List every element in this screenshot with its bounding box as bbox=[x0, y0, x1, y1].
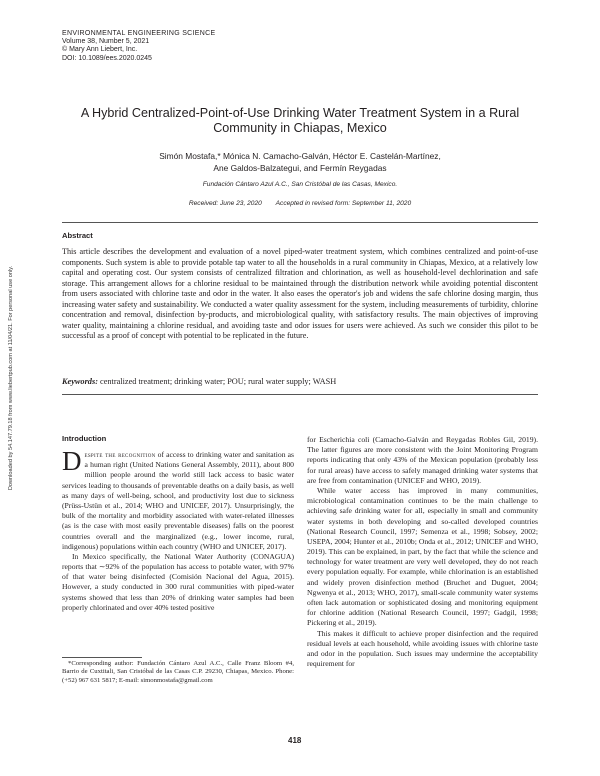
keywords-text: centralized treatment; drinking water; POU; rural water supply; WASH bbox=[100, 377, 337, 386]
abstract-heading: Abstract bbox=[62, 231, 93, 240]
author-line-2: Ane Galdos-Balzategui, and Fermín Reygadas bbox=[213, 162, 387, 173]
affiliation: Fundación Cántaro Azul A.C., San Cristóbal de las Casas, Mexico. bbox=[202, 181, 398, 188]
column-right bbox=[307, 435, 538, 669]
col2-paragraph-3: This makes it difficult to achieve proper disinfection and the required residual levels at each household, while avoiding issues with chlorine taste and odor in the population. Such issues may undermine the acceptability requirement for bbox=[307, 628, 538, 669]
received-date: Received: June 23, 2020 bbox=[188, 200, 262, 207]
col2-paragraph-1: for Escherichia coli (Camacho-Galván and Reygadas Robles Gil, 2019). The latter figures are more consistent with the Joint Monitoring Program reports indicating that only 43% of the Mexican population (probably less for rural areas) have access to safely managed drinking water systems that are free from contamination (UNICEF and WHO, 2019). bbox=[307, 435, 538, 485]
divider-top bbox=[62, 222, 538, 223]
divider-keywords bbox=[62, 394, 538, 395]
author-line-1: Simón Mostafa,* Mónica N. Camacho-Galván, Héctor E. Castelán-Martínez, bbox=[159, 151, 441, 161]
col2-paragraph-2: While water access has improved in many communities, microbiological contamination continues to be the main challenge to achieving safe drinking water for all, especially in small and community water systems in both developing and so-called developed countries (National Research Council, 1997; Semenza et al., 1998; Sobsey, 2002; USEPA, 2004; Hunter et al., 2010b; Onda et al., 2012; UNICEF and WHO, 2019). This can be explained, in part, by the fact that while the science and technology for water treatment are very well developed, they do not reach every population equally. For example, while chlorination is an established and widely proven disinfection method (Bruchet and Duguet, 2004; Ngwenya et al., 2013; WHO, 2017), small-scale community water systems often lack automation or sophisticated dosing and monitoring equipment for chlorine addition (National Research Council, 1997; Gadgil, 1998; Pickering et al., 2019). bbox=[307, 485, 538, 628]
journal-header bbox=[62, 30, 215, 63]
small-caps-lead: espite the recognition bbox=[84, 450, 156, 459]
intro-paragraph-2: In Mexico specifically, the National Water Authority (CONAGUA) reports that ∼92% of the population has access to potable water, with 97% of that water being disinfected (Comisión Nacional del Agua, 2015). However, a study conducted in 300 rural communities with piped-water systems showed that less than 20% of drinking water samples had been properly chlorinated and over 40% tested positive bbox=[62, 551, 294, 612]
journal-name: ENVIRONMENTAL ENGINEERING SCIENCE bbox=[62, 30, 216, 37]
abstract-text: This article describes the development and evaluation of a novel piped-water treatment system, which combines centralized and point-of-use components. Such system is able to provide potable tap water to all the households in a rural community in Chiapas, Mexico, at a relatively low capital and operating cost. Our system consists of centralized filtration and chlorination, as well as household-level dechlorination and safe storage. This arrangement allows for a chlorine residual to be maintained through the distribution network while avoiding potential discontent from users associated with chlorine taste and odor in the water. It also eases the operator's job and widens the safe chlorine dosing margin, thus increasing water safety and sustainability. We conducted a water quality assessment for the system, including measurements of turbidity, chlorine concentration and removal, disinfection by-products, and microbiological quality, with satisfactory results. The main objectives of improving water quality, maintaining a chlorine residual, and avoiding taste and odor issues for users were achieved. As such we consider this pilot to be successful as a proof of concept with potential to be replicated in the future. bbox=[62, 247, 538, 341]
keywords-label: Keywords: bbox=[62, 377, 98, 386]
introduction-heading: Introduction bbox=[62, 434, 107, 443]
intro-paragraph-1 bbox=[62, 446, 294, 552]
intro-paragraph-1-text: of access to drinking water and sanitation as a human right (United Nations General Assembly, 2011), about 800 million people around the world still lack access to basic water services leading to thousands of preventable deaths on a daily basis, as well as many days of well-being, school, and productivity lost due to sickness (Prüss-Ustün et al., 2014; WHO and UNICEF, 2017). Unsurprisingly, the bulk of the mortality and morbidity associated with water-related illnesses (as is the case with most easily preventable diseases) falls on the poorest countries overall and the marginalized (e.g., lower income, rural, indigenous) populations within each country (WHO and UNICEF, 2017). bbox=[62, 450, 294, 551]
page-number: 418 bbox=[288, 736, 302, 745]
drop-cap: D bbox=[62, 446, 82, 476]
journal-copyright: © Mary Ann Liebert, Inc. bbox=[62, 46, 138, 54]
author-list bbox=[70, 151, 530, 174]
keywords bbox=[62, 377, 538, 386]
footnote-divider bbox=[62, 657, 142, 658]
corresponding-author-footnote: *Corresponding author: Fundación Cántaro Azul A.C., Calle Franz Bloom #4, Barrio de Cuxtitali, San Cristóbal de las Casas C.P. 29230, Chiapas, Mexico. Phone: (+52) 967 631 5817; E-mail: simonmostafa@gmail.com bbox=[62, 660, 294, 684]
accepted-date: Accepted in revised form: September 11, 2020 bbox=[275, 200, 412, 207]
journal-volume: Volume 38, Number 5, 2021 bbox=[62, 38, 150, 46]
journal-doi[interactable]: DOI: 10.1089/ees.2020.0245 bbox=[62, 54, 152, 62]
article-title: A Hybrid Centralized-Point-of-Use Drinking Water Treatment System in a Rural Community in Chiapas, Mexico bbox=[80, 106, 520, 136]
article-dates bbox=[70, 200, 530, 207]
download-sidebar: Downloaded by 54.147.79.18 from www.liebertpub.com at 11/04/21. For personal use only. bbox=[8, 265, 14, 491]
column-left bbox=[62, 446, 294, 613]
